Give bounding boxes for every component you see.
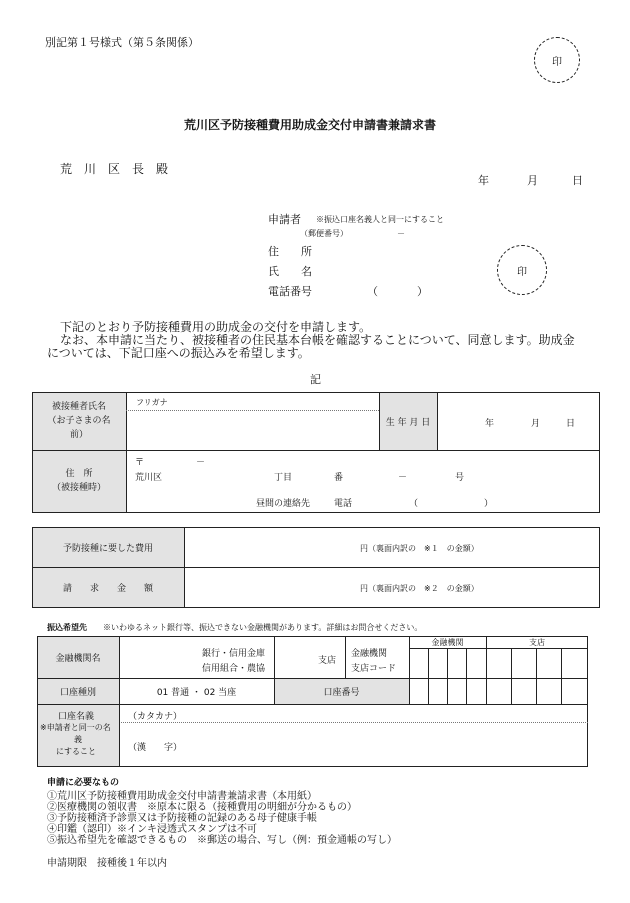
code-cell-divider	[536, 648, 537, 704]
recipient-name-label: 被接種者氏名 （お子さまの名 前）	[47, 402, 111, 440]
form-number: 別記第１号様式（第５条関係）	[45, 36, 199, 49]
date-year: 年	[478, 174, 489, 187]
date-month: 月	[527, 174, 538, 187]
bank-types-1[interactable]: 銀行・信用金庫	[202, 649, 266, 659]
holder-label-1: 口座名義	[58, 712, 95, 722]
holder-label-2: ※申請者と同一の名	[40, 723, 111, 732]
birth-year[interactable]: 年	[485, 419, 495, 429]
phone-paren-open: （	[367, 285, 378, 298]
body-line-3: については、下記口座への振込みを希望します。	[47, 346, 310, 360]
applicant-stamp-circle	[497, 245, 547, 295]
address-label: 住 所	[268, 245, 312, 258]
addressee: 荒 川 区 長 殿	[60, 162, 169, 176]
recipient-postal-dash: －	[196, 458, 206, 468]
birth-col-divider-2	[437, 392, 438, 450]
postal-code-label: （郵便番号）	[300, 229, 348, 238]
code-label-2: 支店コード	[351, 664, 397, 674]
requirement-item: ②医療機関の領収書 ※原本に限る（接種費用の明細が分かるもの）	[47, 802, 357, 813]
holder-katakana-label[interactable]: （カタカナ）	[128, 712, 183, 722]
code-cell-divider	[466, 648, 467, 704]
deadline: 申請期限 接種後１年以内	[47, 858, 167, 869]
branch-label: 支店	[318, 656, 337, 666]
code-head-branch: 支店	[529, 637, 545, 647]
recipient-address-label: 住 所 （被接種時）	[51, 469, 106, 493]
postal-mark: 〒	[135, 458, 145, 468]
daytime-paren-close: ）	[484, 499, 494, 509]
body-line-1: 下記のとおり予防接種費用の助成金の交付を申請します。	[60, 320, 372, 334]
chome-label: 丁目	[274, 473, 293, 483]
applicant-label: 申請者	[268, 213, 301, 226]
fees-col-divider	[184, 527, 185, 608]
address-dash: －	[398, 473, 408, 483]
recipient-name-field[interactable]	[130, 412, 374, 446]
daytime-contact-label: 昼間の連絡先	[256, 499, 311, 509]
daytime-phone-label: 電話	[334, 499, 353, 509]
code-cell-divider	[428, 648, 429, 704]
holder-divider	[119, 722, 588, 723]
claim-value[interactable]: 円（裏面内訳の ※２ の金額）	[360, 584, 479, 593]
holder-kanji-label[interactable]: （漢 字）	[128, 743, 183, 753]
ki-mark: 記	[310, 373, 321, 386]
phone-label: 電話番号	[268, 285, 312, 298]
account-number-label: 口座番号	[323, 687, 360, 698]
holder-label-3: 義	[74, 735, 82, 744]
requirement-item: ⑤振込希望先を確認できるもの ※郵送の場合、写し（例：預金通帳の写し）	[47, 835, 397, 846]
bank-heading: 振込希望先	[47, 623, 87, 632]
stamp-circle	[534, 37, 580, 83]
furigana-divider	[126, 410, 379, 411]
account-type-options[interactable]: 01 普通 ・ 02 当座	[156, 687, 237, 698]
applicant-note: ※振込口座名義人と同一にすること	[316, 215, 444, 224]
birth-day[interactable]: 日	[566, 419, 576, 429]
date-day: 日	[572, 174, 583, 187]
code-cell-divider	[561, 648, 562, 704]
cost-value[interactable]: 円（裏面内訳の ※１ の金額）	[360, 544, 479, 553]
furigana-label: フリガナ	[136, 398, 168, 407]
daytime-paren-open: （	[409, 499, 419, 509]
stamp-label: 印	[552, 56, 562, 68]
body-line-2: なお、本申請に当たり、被接種者の住民基本台帳を確認することについて、同意します。助成金	[60, 333, 575, 347]
postal-code-dash: －	[397, 229, 405, 238]
cost-label: 予防接種に要した費用	[62, 543, 153, 554]
ban-label: 番	[334, 473, 344, 483]
institution-label: 金融機関名	[55, 653, 101, 664]
bank-note: ※いわゆるネット銀行等、振込できない金融機関があります。詳細はお問合せください。	[103, 623, 423, 632]
bank-types-2[interactable]: 信用組合・農協	[202, 664, 266, 674]
phone-paren-close: ）	[417, 285, 428, 298]
code-cell-divider	[447, 648, 448, 704]
page-title: 荒川区予防接種費用助成金交付申請書兼請求書	[184, 118, 437, 132]
requirements-heading: 申請に必要なもの	[47, 778, 120, 788]
go-label: 号	[455, 473, 465, 483]
code-head-bank: 金融機関	[431, 637, 464, 647]
name-label: 氏 名	[268, 265, 312, 278]
bank-col-divider-3	[345, 636, 346, 678]
code-label-1: 金融機関	[351, 649, 388, 659]
requirement-item: ③予防接種済予診票又は予防接種の記録のある母子健康手帳	[47, 813, 317, 824]
ward-name: 荒川区	[135, 473, 163, 483]
holder-label-4: にすること	[56, 747, 96, 756]
code-cell-divider	[511, 648, 512, 704]
requirement-item: ①荒川区予防接種費用助成金交付申請書兼請求書（本用紙）	[47, 791, 317, 802]
account-type-label: 口座種別	[59, 687, 96, 698]
birth-month[interactable]: 月	[531, 419, 541, 429]
claim-label: 請 求 金 額	[62, 583, 153, 594]
birth-date-label: 生 年 月 日	[385, 417, 431, 428]
requirement-item: ④印鑑（認印）※インキ浸透式スタンプは不可	[47, 824, 257, 835]
applicant-stamp-label: 印	[517, 266, 527, 278]
